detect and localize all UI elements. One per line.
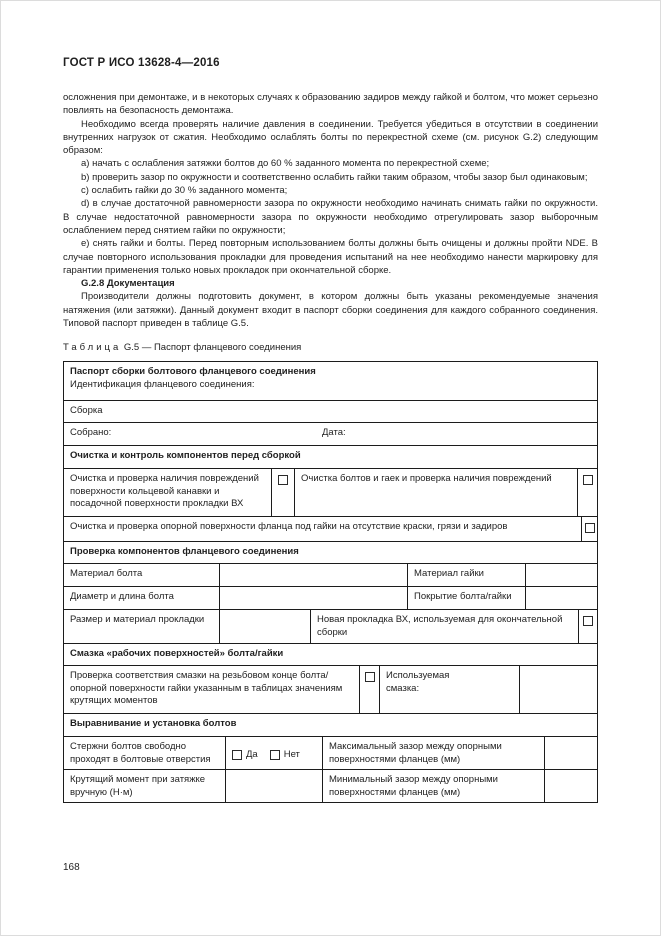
min-gap-label: Минимальный зазор между опорными поверхностями фланцев (мм) bbox=[322, 770, 544, 802]
list-item-d: d) в случае достаточной равномерности зазора по окружности необходимо начинать снимать гайки по окружности. В случае недостаточной равномерности зазора по окружности необходимо отрегулировать зазор выборочным ослаблением перед снятием гайки по окружности; bbox=[63, 198, 598, 236]
table-row-bolt-dimensions bbox=[64, 586, 597, 609]
assembly-label: Сборка bbox=[70, 405, 103, 417]
lube-used-label: Используемая смазка: bbox=[379, 666, 519, 713]
checkbox-icon bbox=[278, 475, 288, 485]
table-row-title bbox=[64, 362, 597, 400]
paragraph-documentation: Производители должны подготовить документ, в котором должны быть указаны рекомендуемые значения натяжения (или затяжки). Данный документ входит в паспорт сборки соединения для каждого собранного соединения. Типовой паспорт приведен в таблице G.5. bbox=[63, 291, 598, 330]
table-caption-label: Таблица bbox=[63, 342, 122, 354]
checkbox-icon bbox=[365, 672, 375, 682]
table-cell bbox=[581, 517, 597, 541]
table-cell bbox=[271, 469, 294, 516]
checkbox-icon bbox=[585, 523, 595, 533]
list-item-c: c) ослабить гайки до 30 % заданного момента; bbox=[81, 185, 288, 197]
table-row-bolts-pass bbox=[64, 736, 597, 769]
table-row-clean-flange bbox=[64, 516, 597, 541]
table-cell bbox=[578, 610, 597, 643]
subsection-heading: G.2.8 Документация bbox=[81, 278, 175, 290]
gasket-value-field bbox=[219, 610, 310, 643]
coating-value-field bbox=[525, 587, 597, 609]
max-gap-value-field bbox=[544, 737, 597, 769]
clean-groove-label: Очистка и проверка наличия повреждений поверхности кольцевой канавки и посадочной поверхности прокладки ВХ bbox=[70, 473, 259, 510]
max-gap-label: Максимальный зазор между опорными поверхностями фланцев (мм) bbox=[322, 737, 544, 769]
lube-used-value-field bbox=[519, 666, 597, 713]
section-row-cleaning bbox=[64, 445, 597, 468]
flange-passport-table bbox=[63, 361, 598, 803]
bolt-material-value-field bbox=[219, 564, 407, 586]
table-row-clean-groove bbox=[64, 468, 597, 516]
nut-material-value-field bbox=[525, 564, 597, 586]
section-row-alignment bbox=[64, 713, 597, 736]
clean-bolts-nuts-label: Очистка болтов и гаек и проверка наличия повреждений bbox=[294, 469, 577, 516]
checkbox-icon bbox=[583, 475, 593, 485]
paragraph-pressure-check: Необходимо всегда проверять наличие давления в соединении. Требуется убедиться в отсутствии в соединении внутренних нагрузок от сжатия. Необходимо ослаблять болты по перекрестной схеме (см. рисунок G.2) следующим образом: bbox=[63, 118, 598, 157]
no-label: Нет bbox=[283, 748, 300, 760]
table-row-lube-check bbox=[64, 665, 597, 713]
bolt-material-label: Материал болта bbox=[70, 568, 143, 580]
section-row-inspection bbox=[64, 541, 597, 563]
date-label: Дата: bbox=[322, 427, 346, 439]
table-cell bbox=[577, 469, 597, 516]
checkbox-icon bbox=[270, 750, 280, 760]
passport-subtitle: Идентификация фланцевого соединения: bbox=[70, 378, 255, 390]
table-cell bbox=[359, 666, 379, 713]
table-row-gasket bbox=[64, 609, 597, 643]
list-item-a: a) начать с ослабления затяжки болтов до 60 % заданного момента по перекрестной схеме; bbox=[81, 158, 490, 170]
hand-torque-value-field bbox=[225, 770, 322, 802]
paragraph-continuation: осложнения при демонтаже, и в некоторых случаях к образованию задиров между гайкой и болтом, что может серьезно повлиять на безопасность демонтажа. bbox=[63, 92, 598, 117]
checkbox-icon bbox=[232, 750, 242, 760]
section-row-lubrication bbox=[64, 643, 597, 665]
gasket-size-material-label: Размер и материал прокладки bbox=[70, 614, 205, 626]
table-caption bbox=[63, 342, 598, 353]
bolts-pass-label: Стержни болтов свободно проходят в болтовые отверстия bbox=[70, 741, 211, 765]
new-gasket-label: Новая прокладка ВХ, используемая для окончательной сборки bbox=[310, 610, 578, 643]
page-number: 168 bbox=[63, 862, 80, 873]
table-cell bbox=[225, 737, 322, 769]
table-caption-text: G.5 — Паспорт фланцевого соединения bbox=[123, 342, 302, 354]
section-heading-lubrication: Смазка «рабочих поверхностей» болта/гайки bbox=[70, 648, 284, 660]
hand-torque-label: Крутящий момент при затяжке вручную (Н·м) bbox=[70, 774, 206, 798]
table-row-bolt-material bbox=[64, 563, 597, 586]
table-row-assembled-date bbox=[64, 422, 597, 445]
lube-check-label: Проверка соответствия смазки на резьбовом конце болта/опорной поверхности гайки указанным в таблицах значениям крутящих моментов bbox=[70, 670, 343, 707]
clean-flange-face-label: Очистка и проверка опорной поверхности фланца под гайки на отсутствие краски, грязи и задиров bbox=[70, 521, 508, 533]
bolt-dia-len-label: Диаметр и длина болта bbox=[70, 591, 174, 603]
coating-label: Покрытие болта/гайки bbox=[407, 587, 525, 609]
min-gap-value-field bbox=[544, 770, 597, 802]
page-content bbox=[63, 57, 598, 803]
table-row-hand-torque bbox=[64, 769, 597, 802]
nut-material-label: Материал гайки bbox=[407, 564, 525, 586]
running-header: ГОСТ Р ИСО 13628-4—2016 bbox=[63, 57, 220, 69]
section-heading-inspection: Проверка компонентов фланцевого соединения bbox=[70, 546, 299, 558]
list-item-e: e) снять гайки и болты. Перед повторным использованием болты должны быть очищены и должны пройти NDE. В случае повторного использования прокладки для проведения испытаний на нее необходимо нанести маркировку для гарантии применения только новых прокладок при окончательной сборке. bbox=[63, 238, 598, 276]
passport-title: Паспорт сборки болтового фланцевого соединения bbox=[70, 366, 316, 378]
list-item-b: b) проверить зазор по окружности и соответственно ослабить гайки таким образом, чтобы зазор был одинаковым; bbox=[81, 171, 588, 183]
bolt-dia-len-value-field bbox=[219, 587, 407, 609]
assembled-by-label: Собрано: bbox=[70, 427, 112, 439]
yes-label: Да bbox=[246, 748, 258, 760]
table-cell bbox=[64, 423, 597, 445]
section-heading-cleaning: Очистка и контроль компонентов перед сборкой bbox=[70, 450, 301, 462]
table-cell bbox=[64, 362, 597, 400]
table-row-assembly bbox=[64, 400, 597, 422]
section-heading-alignment: Выравнивание и установка болтов bbox=[70, 718, 237, 730]
checkbox-icon bbox=[583, 616, 593, 626]
